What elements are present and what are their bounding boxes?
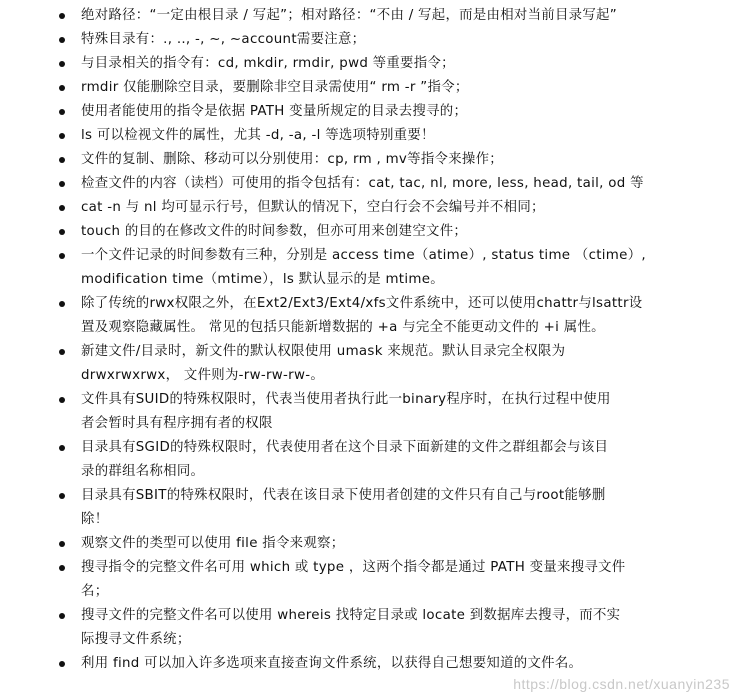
- list-item-text: 搜寻指令的完整文件名可用 which 或 type ，这两个指令都是通过 PATH 变量来搜寻文件: [81, 560, 626, 575]
- list-item-text: rmdir 仅能删除空目录，要删除非空目录需使用“ rm -r ”指令；: [81, 80, 469, 95]
- list-item-text: 除了传统的rwx权限之外，在Ext2/Ext3/Ext4/xfs文件系统中，还可以使用chattr与lsattr设: [81, 296, 643, 311]
- list-item-text: 新建文件/目录时，新文件的默认权限使用 umask 来规范。默认目录完全权限为: [81, 344, 566, 359]
- bullet-icon: [59, 181, 65, 187]
- list-item: [0, 532, 742, 556]
- list-item: [0, 28, 742, 52]
- bullet-icon: [59, 109, 65, 115]
- list-item-text: 者会暂时具有程序拥有者的权限: [81, 416, 273, 431]
- bullet-icon: [59, 13, 65, 19]
- list-item-text: touch 的目的在修改文件的时间参数，但亦可用来创建空文件；: [81, 224, 468, 239]
- bullet-icon: [59, 253, 65, 259]
- summary-bullet-list: [0, 4, 742, 676]
- list-item: [0, 604, 742, 652]
- list-item: [0, 76, 742, 100]
- bullet-icon: [59, 301, 65, 307]
- list-item-text: 除！: [81, 512, 109, 527]
- list-item: [0, 52, 742, 76]
- bullet-icon: [59, 397, 65, 403]
- list-item: [0, 556, 742, 604]
- list-item: [0, 388, 742, 436]
- bullet-icon: [59, 157, 65, 163]
- list-item-text: 搜寻文件的完整文件名可以使用 whereis 找特定目录或 locate 到数据库去搜寻，而不实: [81, 608, 621, 623]
- list-item-text: 利用 find 可以加入许多选项来直接查询文件系统，以获得自己想要知道的文件名。: [81, 656, 583, 671]
- bullet-icon: [59, 541, 65, 547]
- list-item-text: 使用者能使用的指令是依据 PATH 变量所规定的目录去搜寻的；: [81, 104, 468, 119]
- bullet-icon: [59, 613, 65, 619]
- list-item: [0, 4, 742, 28]
- bullet-icon: [59, 661, 65, 667]
- bullet-icon: [59, 349, 65, 355]
- list-item-text: 特殊目录有：., .., -, ~, ~account需要注意；: [81, 32, 366, 47]
- list-item-text: 置及观察隐藏属性。 常见的包括只能新增数据的 +a 与完全不能更动文件的 +i 属性。: [81, 320, 605, 335]
- list-item-text: 文件具有SUID的特殊权限时，代表当使用者执行此一binary程序时，在执行过程中使用: [81, 392, 611, 407]
- bullet-icon: [59, 37, 65, 43]
- list-item-text: ls 可以检视文件的属性，尤其 -d, -a, -l 等选项特别重要！: [81, 128, 435, 143]
- list-item-text: modification time（mtime），ls 默认显示的是 mtime。: [81, 272, 444, 287]
- list-item: [0, 100, 742, 124]
- bullet-icon: [59, 229, 65, 235]
- bullet-icon: [59, 493, 65, 499]
- list-item: [0, 436, 742, 484]
- list-item-text: 绝对路径：“一定由根目录 / 写起”；相对路径：“不由 / 写起，而是由相对当前目录写起”: [81, 8, 617, 23]
- list-item: [0, 340, 742, 388]
- list-item: [0, 196, 742, 220]
- bullet-icon: [59, 445, 65, 451]
- list-item-text: 目录具有SGID的特殊权限时，代表使用者在这个目录下面新建的文件之群组都会与该目: [81, 440, 609, 455]
- watermark: https://blog.csdn.net/xuanyin235: [513, 676, 730, 692]
- bullet-icon: [59, 133, 65, 139]
- list-item-text: 一个文件记录的时间参数有三种，分别是 access time（atime）, status time （ctime）,: [81, 248, 646, 263]
- list-item: [0, 484, 742, 532]
- list-item: [0, 124, 742, 148]
- list-item-text: 观察文件的类型可以使用 file 指令来观察；: [81, 536, 345, 551]
- list-item-text: cat -n 与 nl 均可显示行号，但默认的情况下，空白行会不会编号并不相同；: [81, 200, 545, 215]
- list-item-text: 录的群组名称相同。: [81, 464, 205, 479]
- list-item: [0, 172, 742, 196]
- bullet-icon: [59, 85, 65, 91]
- list-item-text: 文件的复制、删除、移动可以分别使用：cp, rm , mv等指令来操作；: [81, 152, 503, 167]
- bullet-icon: [59, 61, 65, 67]
- bullet-icon: [59, 205, 65, 211]
- list-item: [0, 220, 742, 244]
- list-item-text: drwxrwxrwx， 文件则为-rw-rw-rw-。: [81, 368, 325, 383]
- list-item: [0, 148, 742, 172]
- list-item: [0, 244, 742, 292]
- list-item-text: 目录具有SBIT的特殊权限时，代表在该目录下使用者创建的文件只有自己与root能够删: [81, 488, 606, 503]
- list-item: [0, 652, 742, 676]
- bullet-icon: [59, 565, 65, 571]
- list-item-text: 名；: [81, 584, 109, 599]
- list-item-text: 与目录相关的指令有：cd, mkdir, rmdir, pwd 等重要指令；: [81, 56, 455, 71]
- document-body: [0, 4, 742, 676]
- list-item: [0, 292, 742, 340]
- list-item-text: 检查文件的内容（读档）可使用的指令包括有：cat, tac, nl, more, less, head, tail, od 等: [81, 176, 644, 191]
- list-item-text: 际搜寻文件系统；: [81, 632, 191, 647]
